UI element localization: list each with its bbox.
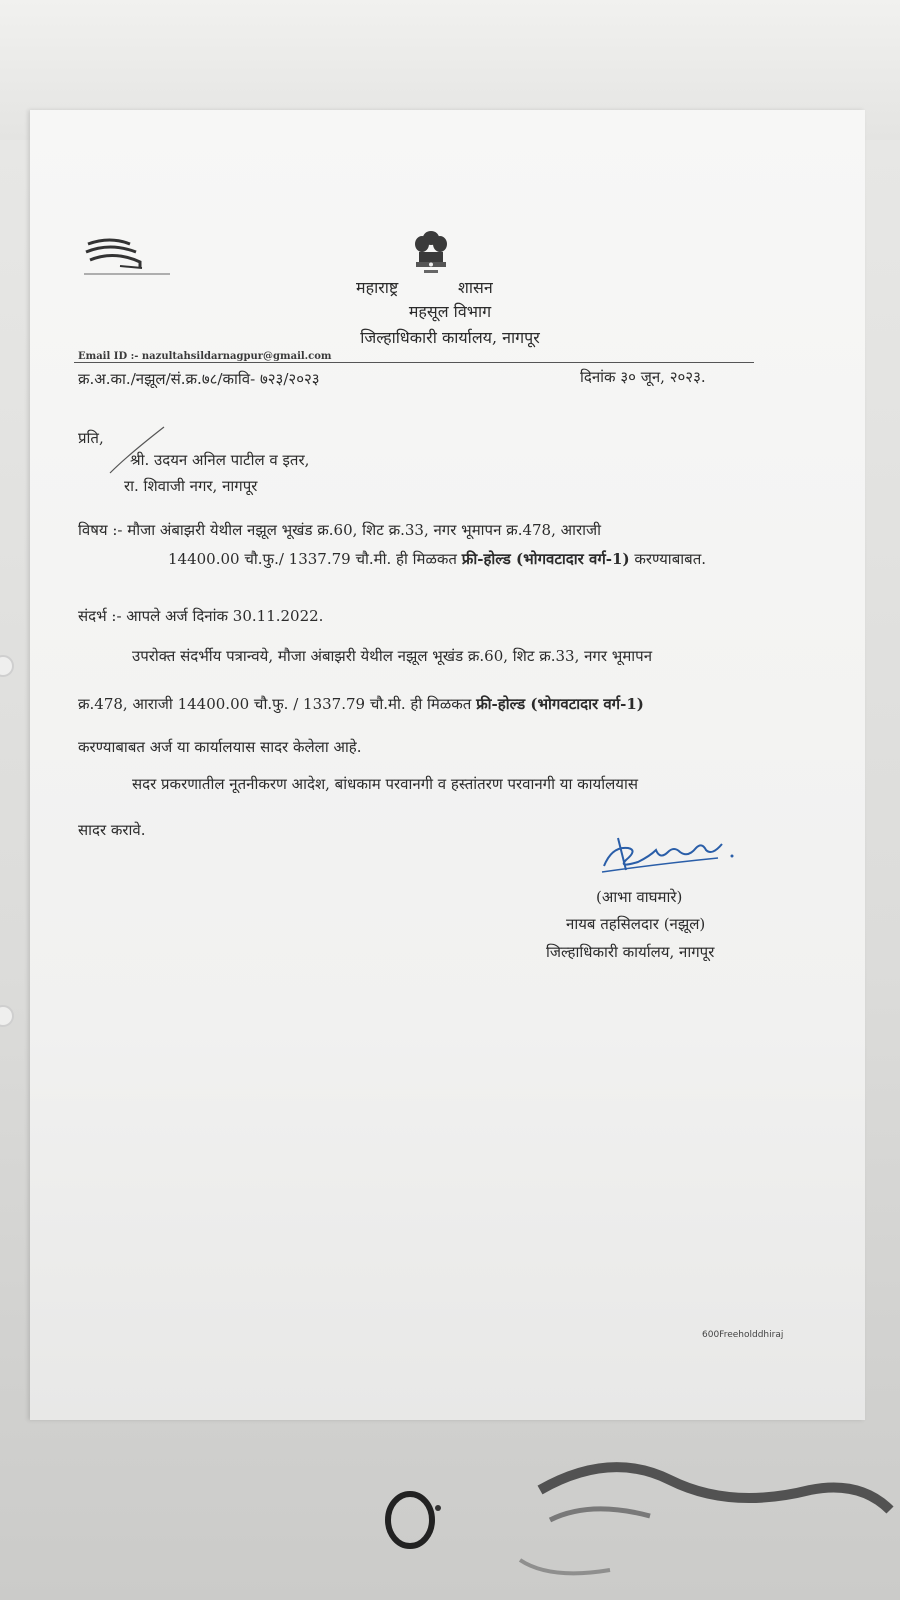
body-line: सादर करावे.	[78, 821, 146, 839]
subject-line-1: विषय :- मौजा अंबाझरी येथील नझूल भूखंड क्र.60, शिट क्र.33, नगर भूमापन क्र.478, आराजी	[78, 521, 601, 539]
signatory-name: (आभा वाघमारे)	[596, 888, 683, 906]
recipient-name: श्री. उदयन अनिल पाटील व इतर,	[130, 451, 310, 469]
reference-number: क्र.अ.का./नझूल/सं.क्र.७८/काव‍ि- ७२३/२०२३	[78, 370, 320, 388]
body-line: करण्याबाबत अर्ज या कार्यालयास सादर केलेला आहे.	[78, 738, 362, 756]
government-label-right: शासन	[458, 278, 493, 297]
department-name: महसूल विभाग	[408, 302, 492, 321]
footer-code: 600Freeholddhiraj	[702, 1330, 784, 1340]
letter-date: दिनांक ३० जून, २०२३.	[580, 368, 706, 386]
body-line	[78, 694, 644, 714]
reference-line: संदर्भ :- आपले अर्ज दिनांक 30.11.2022.	[78, 607, 324, 625]
government-label-left: महाराष्ट्र	[356, 278, 399, 297]
subject-text: 14400.00 चौ.फु./ 1337.79 चौ.मी. ही मिळकत	[168, 550, 462, 568]
recipient-label: प्रति,	[78, 429, 104, 447]
ink-smudge	[350, 1420, 900, 1600]
body-line: उपरोक्त संदर्भीय पत्रान्वये, मौजा अंबाझरी येथील नझूल भूखंड क्र.60, शिट क्र.33, नगर भूमापन	[132, 647, 653, 665]
department-logo-icon	[80, 232, 172, 280]
punch-hole	[0, 655, 14, 677]
body-text: क्र.478, आराजी 14400.00 चौ.फु. / 1337.79 चौ.मी. ही मिळकत	[78, 695, 477, 713]
signatory-office: जिल्हाधिकारी कार्यालय, नागपूर	[546, 943, 715, 961]
body-line: सदर प्रकरणातील नूतनीकरण आदेश, बांधकाम परवानगी व हस्तांतरण परवानगी या कार्यालयास	[132, 775, 638, 793]
signature-icon	[598, 826, 738, 878]
body-bold-text: फ्री-होल्ड (भोगवटादार वर्ग-1)	[476, 695, 644, 713]
signatory-title: नायब तहसिलदार (नझूल)	[566, 915, 706, 933]
state-emblem-icon	[410, 228, 452, 280]
punch-hole	[0, 1005, 14, 1027]
subject-bold-text: फ्री-होल्ड (भोगवटादार वर्ग-1)	[461, 550, 630, 568]
recipient-address: रा. शिवाजी नगर, नागपूर	[124, 477, 258, 495]
subject-text-end: करण्याबाबत.	[629, 550, 707, 568]
header-divider	[74, 362, 754, 363]
office-name: जिल्हाधिकारी कार्यालय, नागपूर	[360, 328, 540, 347]
subject-line-2	[168, 549, 706, 569]
email-id: Email ID :- nazultahsildarnagpur@gmail.com	[78, 351, 332, 362]
